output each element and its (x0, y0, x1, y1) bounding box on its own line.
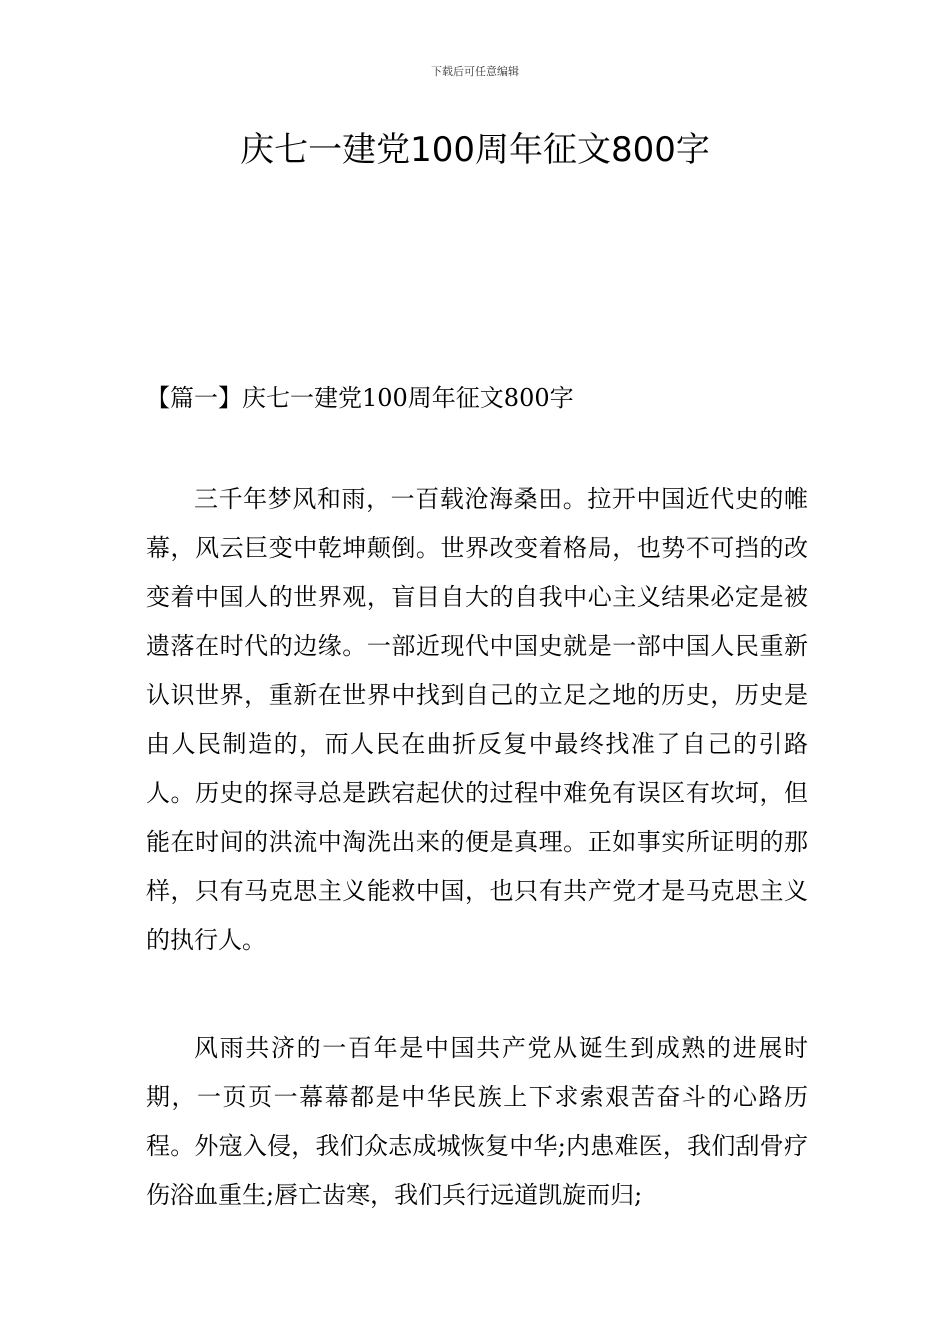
body-paragraph-2: 风雨共济的一百年是中国共产党从诞生到成熟的进展时期，一页页一幕幕都是中华民族上下求索艰苦奋斗的心路历程。外寇入侵，我们众志成城恢复中华;内患难医，我们刮骨疗伤浴血重生;唇亡齿寒，我们兵行远道凯旋而归; (146, 1034, 808, 1209)
document-title: 庆七一建党100周年征文800字 (240, 130, 710, 170)
header-note: 下载后可任意编辑 (431, 65, 519, 78)
section-heading: 【篇一】庆七一建党100周年征文800字 (146, 384, 574, 412)
body-paragraph-1: 三千年梦风和雨，一百载沧海桑田。拉开中国近代史的帷幕，风云巨变中乾坤颠倒。世界改变着格局，也势不可挡的改变着中国人的世界观，盲目自大的自我中心主义结果必定是被遗落在时代的边缘。一部近现代中国史就是一部中国人民重新认识世界，重新在世界中找到自己的立足之地的历史，历史是由人民制造的，而人民在曲折反复中最终找准了自己的引路人。历史的探寻总是跌宕起伏的过程中难免有误区有坎坷，但能在时间的洪流中淘洗出来的便是真理。正如事实所证明的那样，只有马克思主义能救中国，也只有共产党才是马克思主义的执行人。 (146, 485, 808, 954)
